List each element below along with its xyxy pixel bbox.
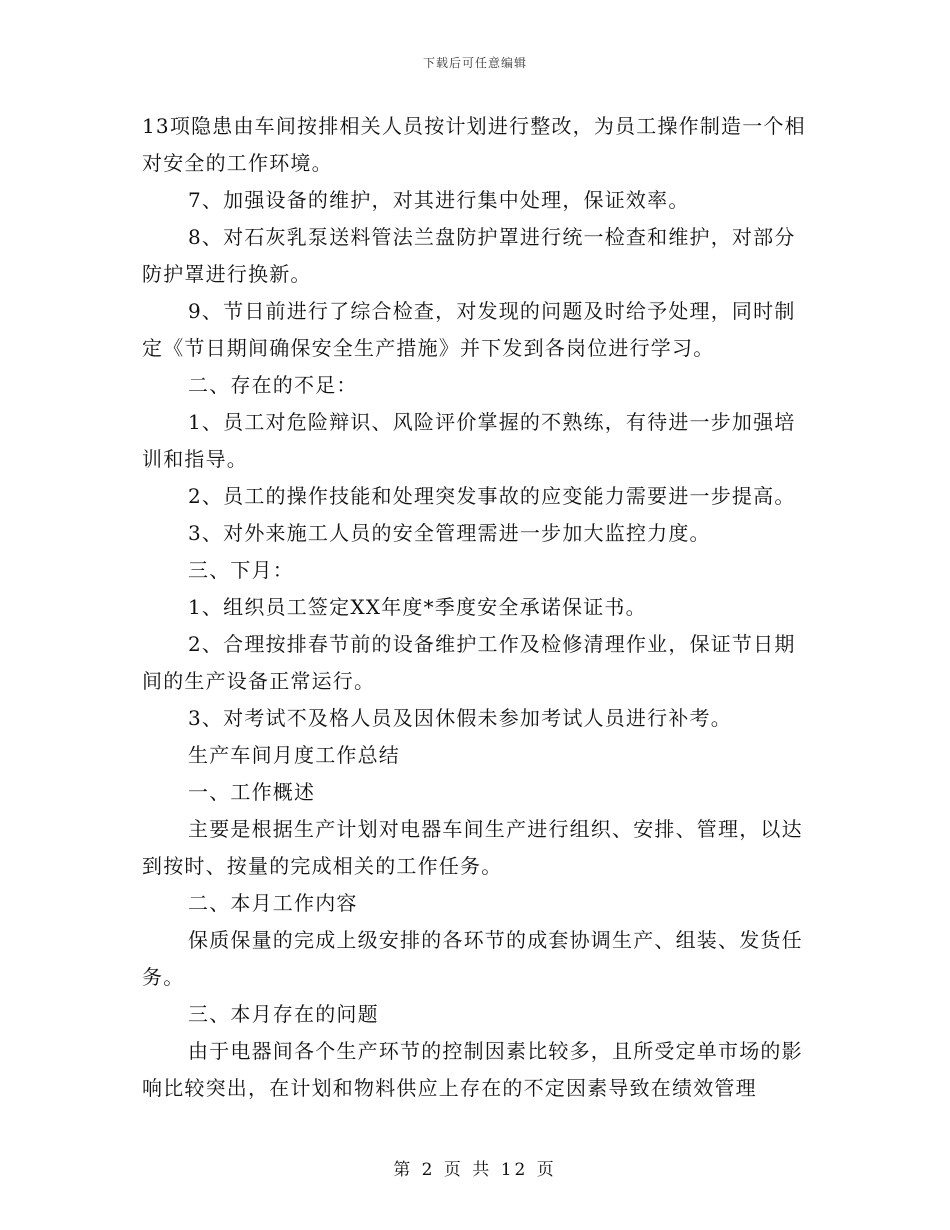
paragraph: 13项隐患由车间按排相关人员按计划进行整改，为员工操作制造一个相对安全的工作环境。 — [142, 114, 806, 175]
paragraph: 主要是根据生产计划对电器车间生产进行组织、安排、管理，以达到按时、按量的完成相关的工作任务。 — [142, 817, 803, 878]
section-heading: 三、本月存在的问题 — [188, 1002, 379, 1026]
document-body — [142, 108, 808, 1107]
paragraph: 1、员工对危险辩识、风险评价掌握的不熟练，有待进一步加强培训和指导。 — [142, 410, 796, 471]
paragraph: 3、对考试不及格人员及因休假未参加考试人员进行补考。 — [188, 706, 732, 730]
section-heading: 二、本月工作内容 — [188, 891, 358, 915]
page-number-footer: 第 2 页 共 12 页 — [393, 1160, 557, 1180]
paragraph: 2、员工的操作技能和处理突发事故的应变能力需要进一步提高。 — [188, 484, 796, 508]
paragraph: 由于电器间各个生产环节的控制因素比较多，且所受定单市场的影响比较突出，在计划和物料供应上存在的不定因素导致在绩效管理 — [142, 1039, 803, 1100]
section-heading: 一、工作概述 — [188, 780, 316, 804]
paragraph: 保质保量的完成上级安排的各环节的成套协调生产、组装、发货任务。 — [142, 928, 803, 989]
page-header-note: 下载后可任意编辑 — [422, 56, 527, 70]
paragraph: 8、对石灰乳泵送料管法兰盘防护罩进行统一检查和维护，对部分防护罩进行换新。 — [142, 225, 796, 286]
document-title: 生产车间月度工作总结 — [188, 743, 400, 767]
paragraph: 7、加强设备的维护，对其进行集中处理，保证效率。 — [188, 188, 690, 212]
paragraph: 2、合理按排春节前的设备维护工作及检修清理作业，保证节日期间的生产设备正常运行。 — [142, 632, 796, 693]
paragraph: 3、对外来施工人员的安全管理需进一步加大监控力度。 — [188, 521, 711, 545]
paragraph: 1、组织员工签定XX年度*季度安全承诺保证书。 — [188, 595, 647, 619]
section-heading: 三、下月： — [188, 558, 294, 582]
section-heading: 二、存在的不足： — [188, 373, 358, 397]
paragraph: 9、节日前进行了综合检查，对发现的问题及时给予处理，同时制定《节日期间确保安全生产措施》并下发到各岗位进行学习。 — [142, 299, 796, 360]
